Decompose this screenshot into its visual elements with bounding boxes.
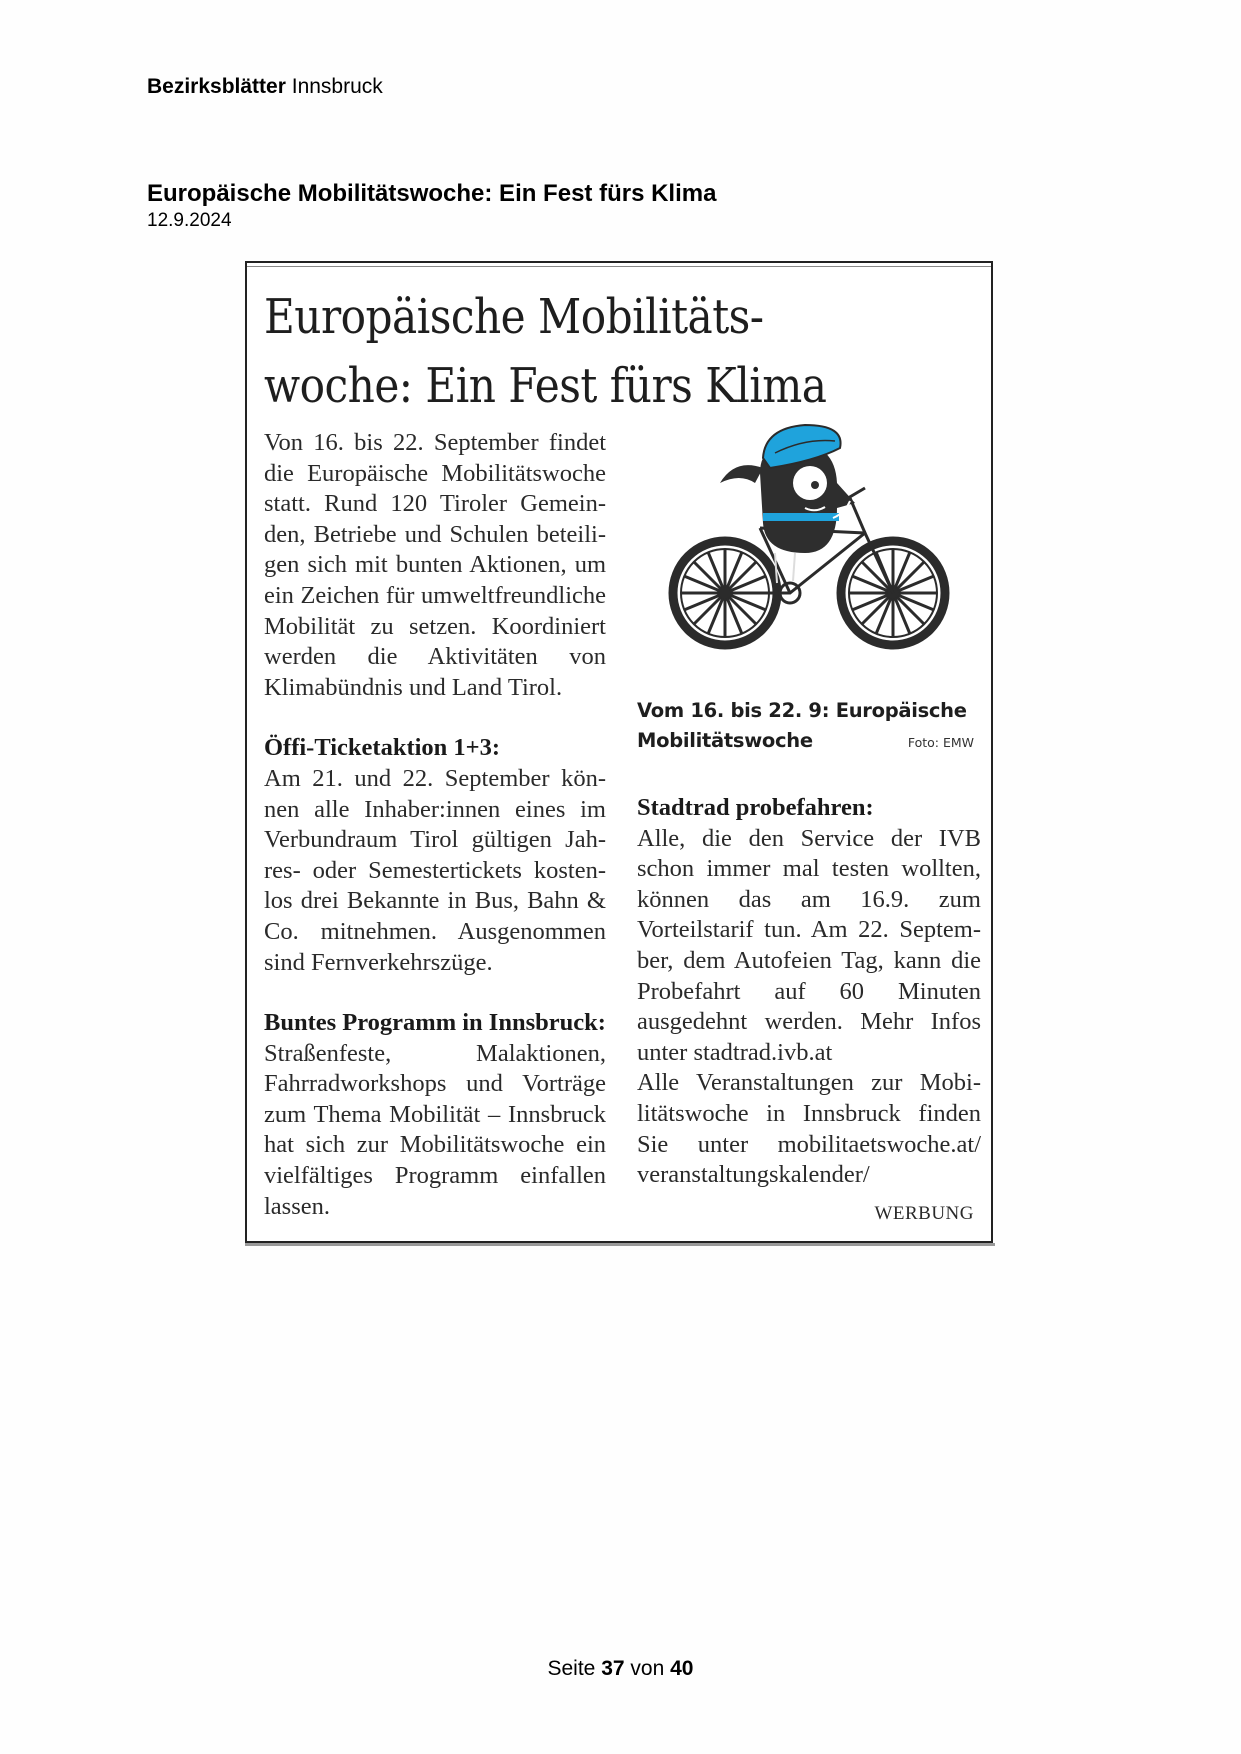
section-body: Am 21. und 22. September können alle Inhaber:innen eines im Verbundraum Tirol gültigen Jahres- oder Semestertickets kostenlos drei Bekannte in Bus, Bahn & Co. mitnehmen. Ausgenommen sind Fernverkehrszüge. — [264, 764, 606, 976]
total-pages-number: 40 — [670, 1657, 694, 1680]
page-footer — [0, 1657, 1241, 1681]
section-heading: Stadtrad probefahren: — [637, 794, 874, 821]
cyclist-mascot-illustration — [665, 413, 955, 653]
right-column — [637, 793, 981, 1191]
publication-header — [147, 75, 383, 99]
advertisement-label: WERBUNG — [874, 1203, 974, 1224]
section-heading: Öffi-Ticketaktion 1+3: — [264, 734, 501, 762]
publication-name: Bezirksblätter — [147, 75, 286, 98]
of-word: von — [630, 1657, 665, 1680]
image-caption: Vom 16. bis 22. 9: Europäische Mobilitätswoche — [637, 699, 967, 752]
clipping-headline-line1: Europäische Mobilitäts- — [264, 289, 764, 345]
intro-paragraph: Von 16. bis 22. September findet die Europäische Mobilitätswoche statt. Rund 120 Tiroler Gemeinden, Betriebe und Schulen beteiligen sich mit bunten Aktionen, um ein Zeichen für umweltfreundliche Mobilität zu setzen. Koordiniert werden die Aktivitäten von Klimabündnis und Land Tirol. — [264, 429, 606, 701]
page-word: Seite — [547, 1657, 596, 1680]
left-column — [264, 428, 606, 1222]
section-heading: Buntes Programm in Innsbruck: — [264, 1009, 606, 1037]
closing-paragraph: Alle Veranstaltungen zur Mobilitätswoche in Innsbruck finden Sie unter mobilitaetswoche.at/ veranstaltungskalender/ — [637, 1069, 981, 1189]
section-body: Straßenfeste, Malaktionen, Fahrradworkshops und Vorträge zum Thema Mobilität – Innsbruck hat sich zur Mobilitätswoche ein vielfältiges Programm einfallen lassen. — [264, 1039, 606, 1220]
article-date: 12.9.2024 — [147, 210, 232, 231]
publication-region: Innsbruck — [291, 75, 383, 98]
newspaper-clipping — [245, 261, 993, 1243]
photo-credit: Foto: EMW — [907, 735, 974, 750]
clipping-headline-line2: woche: Ein Fest fürs Klima — [264, 358, 827, 414]
current-page-number: 37 — [601, 1657, 625, 1680]
article-title: Europäische Mobilitätswoche: Ein Fest fürs Klima — [147, 180, 717, 207]
clipping-headline — [264, 283, 898, 421]
section-body: Alle, die den Service der IVB schon immer mal testen wollten, können das am 16.9. zum Vorteilstarif tun. Am 22. September, dem Autofeien Tag, kann die Probefahrt auf 60 Minuten ausgedehnt werden. Mehr Infos unter stadtrad.ivb.at — [637, 824, 981, 1066]
